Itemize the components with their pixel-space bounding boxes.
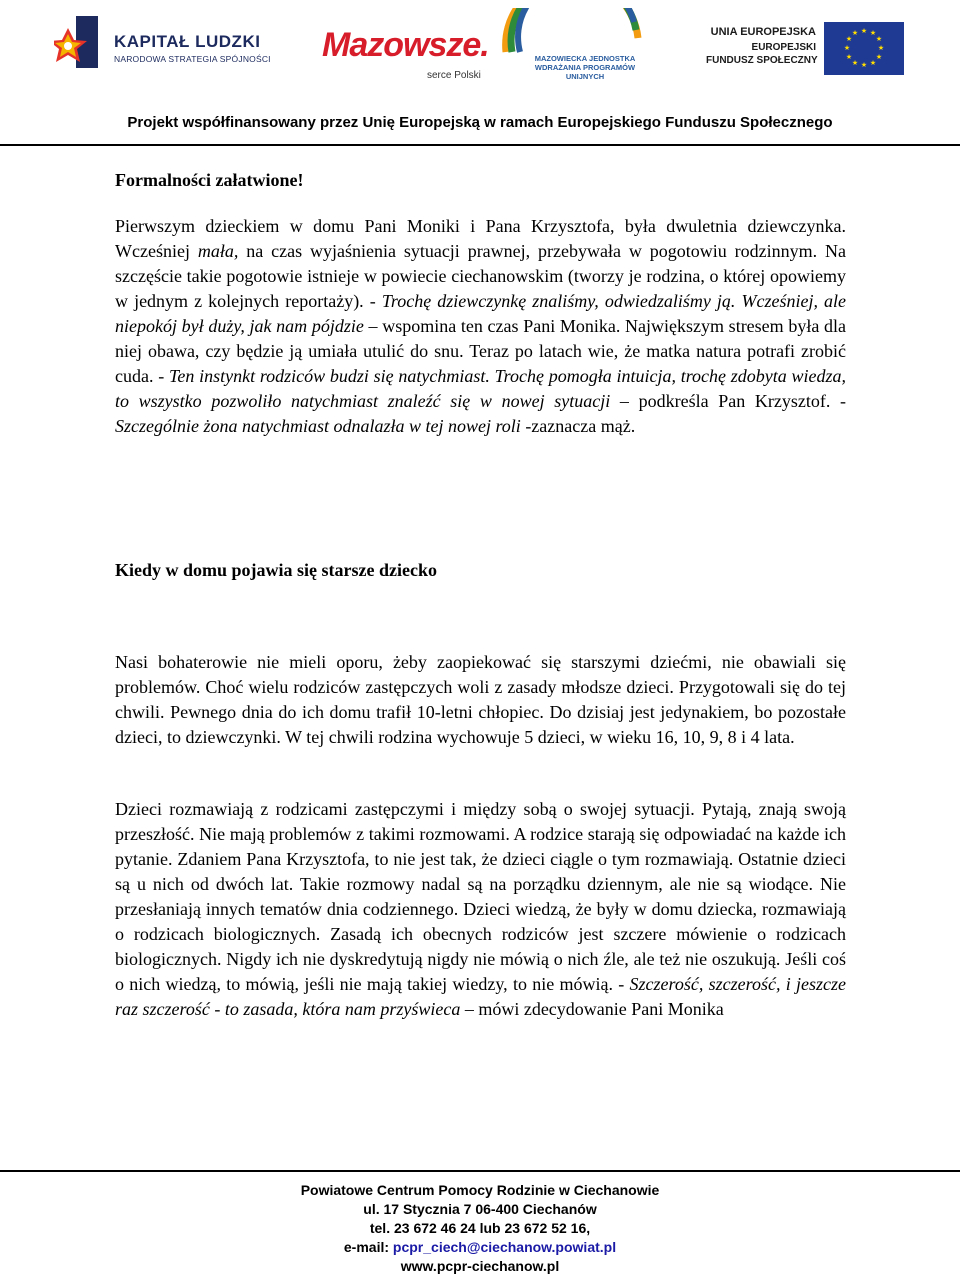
paragraph-conversations — [115, 797, 846, 1022]
header-divider — [0, 144, 960, 146]
quote-run: Szczerość, szczerość, i jeszcze raz szczerość - to zasada, która nam przyświeca — [115, 974, 846, 1019]
section-heading-older-child: Kiedy w domu pojawia się starsze dziecko — [115, 560, 437, 580]
text-run: Pierwszym dzieckiem w domu Pani Moniki i Pana Krzysztofa, była dwuletnia dziewczynka. Wcześniej — [115, 216, 846, 261]
svg-text:★: ★ — [845, 53, 853, 61]
kapital-ludzki-title: KAPITAŁ LUDZKI — [114, 32, 261, 51]
footer-phone: tel. 23 672 46 24 lub 23 672 52 16, — [369, 1220, 591, 1236]
footer-email-label: e-mail: — [343, 1239, 390, 1255]
mazowsze-subtitle: serce Polski — [427, 70, 481, 81]
mjwpu-logo — [498, 8, 648, 92]
svg-text:★: ★ — [875, 35, 883, 43]
text-run: Dzieci rozmawiają z rodzicami zastępczymi i między sobą o swojej sytuacji. Pytają, znają swoją przeszłość. Nie mają problemów z takimi rozmowami. A rodzice starają się odpowiadać na każde ich pytanie. Zdaniem Pana Krzysztofa, to nie jest tak, że dzieci ciągle o tym rozmawiają. Ostatnie dzieci są u nich od dwóch lat. Takie rozmowy nadal są na porządku dziennym, ale nie są wiodące. Nie przesłaniają innych tematów dnia codziennego. Dzieci wiedzą, że były w domu dziecka, rozmawiają o rodzicach biologicznych. Zasadą ich obecnych rodziców jest szczere mówienie o rodzicach biologicznych. Nigdy ich nie dyskredytują nigdy nie mówią o nich źle, ale też nie oszukują. Jeśli coś o nich wiedzą, to mówią, jeśli nie mają takiej wiedzy, to nie mówią. - — [115, 799, 846, 994]
quote-run: Trochę dziewczynkę znaliśmy, odwiedzaliśmy ją. Wcześniej, ale niepokój był duży, jak nam pójdzie — [115, 291, 847, 336]
mjwpu-emblem-icon — [498, 8, 648, 54]
svg-text:★: ★ — [860, 27, 868, 35]
kapital-ludzki-logo — [54, 14, 284, 78]
mjwpu-text: MAZOWIECKA JEDNOSTKA WDRAŻANIA PROGRAMÓW UNIJNYCH — [534, 54, 636, 81]
footer-address: ul. 17 Stycznia 7 06-400 Ciechanów — [363, 1201, 597, 1217]
footer-website[interactable]: www.pcpr-ciechanow.pl — [400, 1258, 560, 1274]
text-run: – wspomina ten czas Pani Monika. Największym stresem była dla niej obawa, czy będzie ją umiała utulić do snu. Teraz po latach wie, że matka natura potrafi zrobić cuda. - — [115, 316, 846, 386]
svg-text:★: ★ — [860, 61, 868, 69]
svg-text:★: ★ — [851, 29, 859, 37]
svg-text:★: ★ — [875, 53, 883, 61]
eu-line2: EUROPEJSKI — [751, 42, 816, 53]
text-run: – mówi zdecydowanie Pani Monika — [464, 999, 724, 1019]
section-heading-formalities: Formalności załatwione! — [115, 170, 304, 190]
paragraph-first-child — [115, 214, 846, 439]
kapital-ludzki-subtitle: NARODOWA STRATEGIA SPÓJNOŚCI — [114, 54, 271, 64]
quote-run: Ten instynkt rodziców budzi się natychmiast. Trochę pomogła intuicja, trochę zdobyta wiedza, to wszystko pozwoliło natychmiast znaleźć się w nowej sytuacji — [115, 366, 847, 411]
footer-email-line — [0, 1238, 960, 1257]
svg-text:★: ★ — [869, 29, 877, 37]
kapital-ludzki-emblem-icon — [54, 16, 100, 72]
mazowsze-logo — [322, 20, 492, 92]
paragraph-older-child: Nasi bohaterowie nie mieli oporu, żeby zaopiekować się starszymi dziećmi, nie obawiali się problemów. Choć wielu rodziców zastępczych woli z zasady młodsze dzieci. Przygotowali się do tej chwili. Pewnego dnia do ich domu trafił 10-letni chłopiec. Do dzisiaj jest jedynakiem, bo pozostałe dzieci, to dziewczynki. W tej chwili rodzina wychowuje 5 dzieci, w wieku 16, 10, 9, 8 i 4 lata. — [115, 652, 846, 747]
italic-run: mała, — [197, 241, 239, 261]
footer-email-link[interactable]: pcpr_ciech@ciechanow.powiat.pl — [392, 1239, 617, 1255]
eu-logo — [706, 22, 906, 82]
mazowsze-title: Mazowsze. — [322, 26, 489, 64]
eu-line3: FUNDUSZ SPOŁECZNY — [706, 55, 818, 66]
quote-run: Szczególnie żona natychmiast odnalazła w tej nowej roli — [115, 416, 521, 436]
svg-text:★: ★ — [845, 35, 853, 43]
svg-text:★: ★ — [869, 59, 877, 67]
page-header — [0, 0, 960, 148]
eu-line1: UNIA EUROPEJSKA — [710, 26, 816, 38]
footer-divider — [0, 1170, 960, 1172]
footer-org-name: Powiatowe Centrum Pomocy Rodzinie w Ciechanowie — [300, 1182, 660, 1198]
text-run: -zaznacza mąż. — [525, 416, 636, 436]
logo-bar — [0, 0, 960, 106]
page-footer — [0, 1181, 960, 1276]
cofinancing-tagline: Projekt współfinansowany przez Unię Europejską w ramach Europejskiego Funduszu Społecznego — [127, 114, 833, 131]
svg-text:★: ★ — [877, 44, 885, 52]
svg-text:★: ★ — [843, 44, 851, 52]
svg-text:★: ★ — [851, 59, 859, 67]
eu-flag-icon — [824, 22, 904, 75]
text-run: – podkreśla Pan Krzysztof. - — [619, 391, 847, 411]
text-run: na czas wyjaśnienia sytuacji prawnej, przebywała w pogotowiu rodzinnym. Na szczęście takie pogotowie istnieje w powiecie ciechanowskim (tworzy je rodzina, o której opowiemy w jednym z kolejnych reportaży). - — [115, 241, 847, 311]
